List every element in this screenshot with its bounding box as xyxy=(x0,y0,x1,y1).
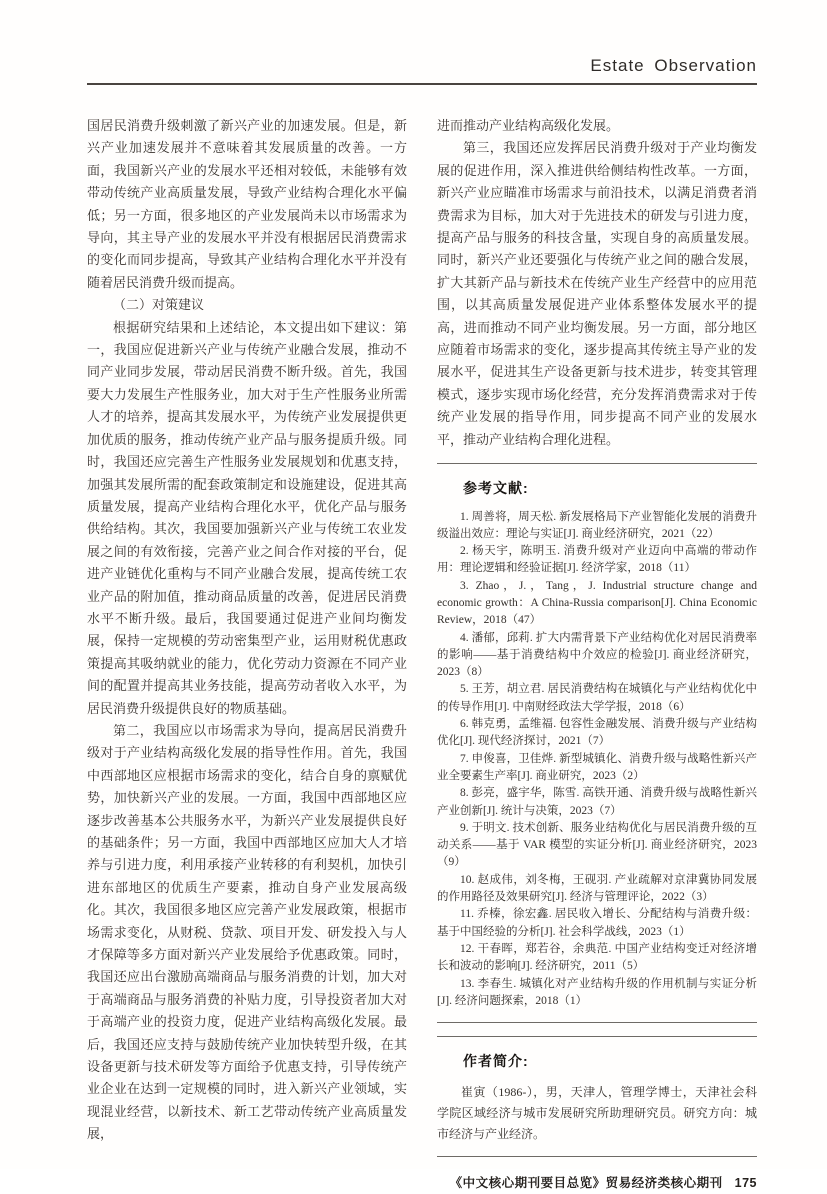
references-section xyxy=(437,477,757,1010)
reference-item: 3. Zhao，J.，Tang，J. Industrial structure change and economic growth：A China-Russia comparison[J]. China Economic Review，2018（47） xyxy=(437,579,757,627)
author-bio-section xyxy=(437,1050,757,1144)
reference-item: 8. 彭亮，盛宇华，陈雪. 高铁开通、消费升级与战略性新兴产业创新[J]. 统计与决策，2023（7） xyxy=(437,787,757,817)
left-column xyxy=(87,115,407,1194)
author-bio-heading: 作者简介: xyxy=(463,1053,529,1070)
footer-journal-label: 《中文核心期刊要目总览》贸易经济类核心期刊 xyxy=(449,1175,723,1190)
reference-item: 2. 杨天宇，陈明玉. 消费升级对产业迈向中高端的带动作用：理论逻辑和经验证据[J]. 经济学家，2018（11） xyxy=(437,545,757,575)
reference-item: 1. 周善将，周天松. 新发展格局下产业智能化发展的消费升级溢出效应：理论与实证[J]. 商业经济研究，2021（22） xyxy=(437,510,757,540)
reference-item: 5. 王芳，胡立君. 居民消费结构在城镇化与产业结构优化中的传导作用[J]. 中南财经政法大学学报，2018（6） xyxy=(437,683,757,713)
author-bio-text: 崔寅（1986-），男，天津人，管理学博士，天津社会科学院区域经济与城市发展研究所助理研究员。研究方向：城市经济与产业经济。 xyxy=(437,1084,757,1141)
page-footer xyxy=(437,1172,757,1194)
reference-item: 7. 申俊喜，卫佳烨. 新型城镇化、消费升级与战略性新兴产业全要素生产率[J]. 商业研究，2023（2） xyxy=(437,752,757,782)
reference-item: 4. 潘郁，邱莉. 扩大内需背景下产业结构优化对居民消费率的影响——基于消费结构中介效应的检验[J]. 商业经济研究，2023（8） xyxy=(437,631,757,679)
references-list xyxy=(437,509,757,1011)
author-section-divider xyxy=(437,1022,757,1037)
reference-item: 9. 于明文. 技术创新、服务业结构优化与居民消费升级的互动关系——基于 VAR 模型的实证分析[J]. 商业经济研究，2023（9） xyxy=(437,821,757,869)
reference-item: 6. 韩克勇，孟维福. 包容性金融发展、消费升级与产业结构优化[J]. 现代经济探讨，2021（7） xyxy=(437,718,757,748)
reference-item: 12. 干春晖，郑若谷，余典范. 中国产业结构变迁对经济增长和波动的影响[J]. 经济研究，2011（5） xyxy=(437,942,757,973)
reference-item: 13. 李春生. 城镇化对产业结构升级的作用机制与实证分析[J]. 经济问题探索，2018（1） xyxy=(437,977,757,1007)
body-paragraph-suggestion-3: 第三，我国还应发挥居民消费升级对于产业均衡发展的促进作用，深入推进供给侧结构性改革。一方面，新兴产业应瞄准市场需求与前沿技术，以满足消费者消费需求为目标，加大对于先进技术的研发与引进力度，提高产品与服务的科技含量，实现自身的高质量发展。同时，新兴产业还要强化与传统产业之间的融合发展，扩大其新产品与新技术在传统产业生产经营中的应用范围，以其高质量发展促进产业体系整体发展水平的提高，进而推动不同产业均衡发展。另一方面，部分地区应随着市场需求的变化，逐步提高其传统主导产业的发展水平，促进其生产设备更新与技术进步，转变其管理模式，逐步实现市场化经营，充分发挥消费需求对于传统产业发展的指导作用，同步提高不同产业的发展水平，推动产业结构合理化进程。 xyxy=(437,140,757,447)
footer-rule xyxy=(437,1156,757,1157)
footer-page-number: 175 xyxy=(734,1175,757,1190)
references-heading: 参考文献: xyxy=(463,480,529,497)
reference-item: 10. 赵成伟，刘冬梅，王砚羽. 产业疏解对京津冀协同发展的作用路径及效果研究[J]. 经济与管理评论，2022（3） xyxy=(437,873,757,904)
body-paragraph-continuation: 国居民消费升级刺激了新兴产业的加速发展。但是，新兴产业加速发展并不意味着其发展质量的改善。一方面，我国新兴产业的发展水平还相对较低，未能够有效带动传统产业高质量发展，导致产业结构合理化水平偏低；另一方面，很多地区的产业发展尚未以市场需求为导向，其主导产业的发展水平并没有根据居民消费需求的变化而同步提高，导致其产业结构合理化水平并没有随着居民消费升级而提高。 xyxy=(87,118,407,290)
page-title: Estate Observation xyxy=(590,56,757,75)
reference-item: 11. 乔榛，徐宏鑫. 居民收入增长、分配结构与消费升级：基于中国经验的分析[J]. 社会科学战线，2023（1） xyxy=(437,908,757,938)
header-rule xyxy=(87,83,757,85)
references-top-rule xyxy=(437,463,757,464)
body-paragraph-suggestion-2: 第二，我国应以市场需求为导向，提高居民消费升级对于产业结构高级化发展的指导性作用。首先，我国中西部地区应根据市场需求的变化，结合自身的禀赋优势，加快新兴产业的发展。一方面，我国中西部地区应逐步改善基本公共服务水平，为新兴产业发展提供良好的基础条件；另一方面，我国中西部地区应加大人才培养与引进力度，利用承接产业转移的有利契机，加快引进东部地区的优质生产要素，推动自身产业发展高级化。其次，我国很多地区应完善产业发展政策，根据市场需求变化，从财税、贷款、项目开发、研发投入与人才保障等多方面对新兴产业发展给予优惠政策。同时，我国还应出台激励高端商品与服务消费的计划，加大对于高端商品与服务消费的补贴力度，引导投资者加大对于高端产业的投资力度，促进产业结构高级化发展。最后，我国还应支持与鼓励传统产业加快转型升级，在其设备更新与技术研发等方面给予优惠支持，引导传统产业企业在达到一定规模的同时，进入新兴产业领域，实现混业经营，以新技术、新工艺带动传统产业高质量发展， xyxy=(87,722,407,1142)
body-paragraph-suggestion-1: 根据研究结果和上述结论，本文提出如下建议：第一，我国应促进新兴产业与传统产业融合发展，推动不同产业同步发展，带动居民消费不断升级。首先，我国要大力发展生产性服务业，加大对于生产性服务业所需人才的培养，提高其发展水平，为传统产业发展提供更加优质的服务，推动传统产业产品与服务提质升级。同时，我国还应完善生产性服务业发展规划和优惠支持，加强其发展所需的配套政策制定和设施建设，促进其高质量发展，提高产业结构合理化水平，优化产品与服务供给结构。其次，我国要加强新兴产业与传统工农业发展之间的有效衔接，完善产业之间合作对接的平台，促进产业链优化重构与不同产业融合发展，提高传统工农业产品的附加值，推动商品质量的改善，促进居民消费水平不断升级。最后，我国要通过促进产业间均衡发展，保持一定规模的劳动密集型产业，运用财税优惠政策提高其吸纳就业的能力，优化劳动力资源在不同产业间的配置并提高其业务技能，提高劳动者收入水平，为居民消费升级提供良好的物质基础。 xyxy=(87,319,407,716)
right-column xyxy=(437,115,757,1194)
section-heading-countermeasures: （二）对策建议 xyxy=(113,297,205,313)
body-paragraph-continuation-right: 进而推动产业结构高级化发展。 xyxy=(437,118,620,133)
page-content xyxy=(87,0,757,1194)
two-column-body xyxy=(87,115,757,1194)
